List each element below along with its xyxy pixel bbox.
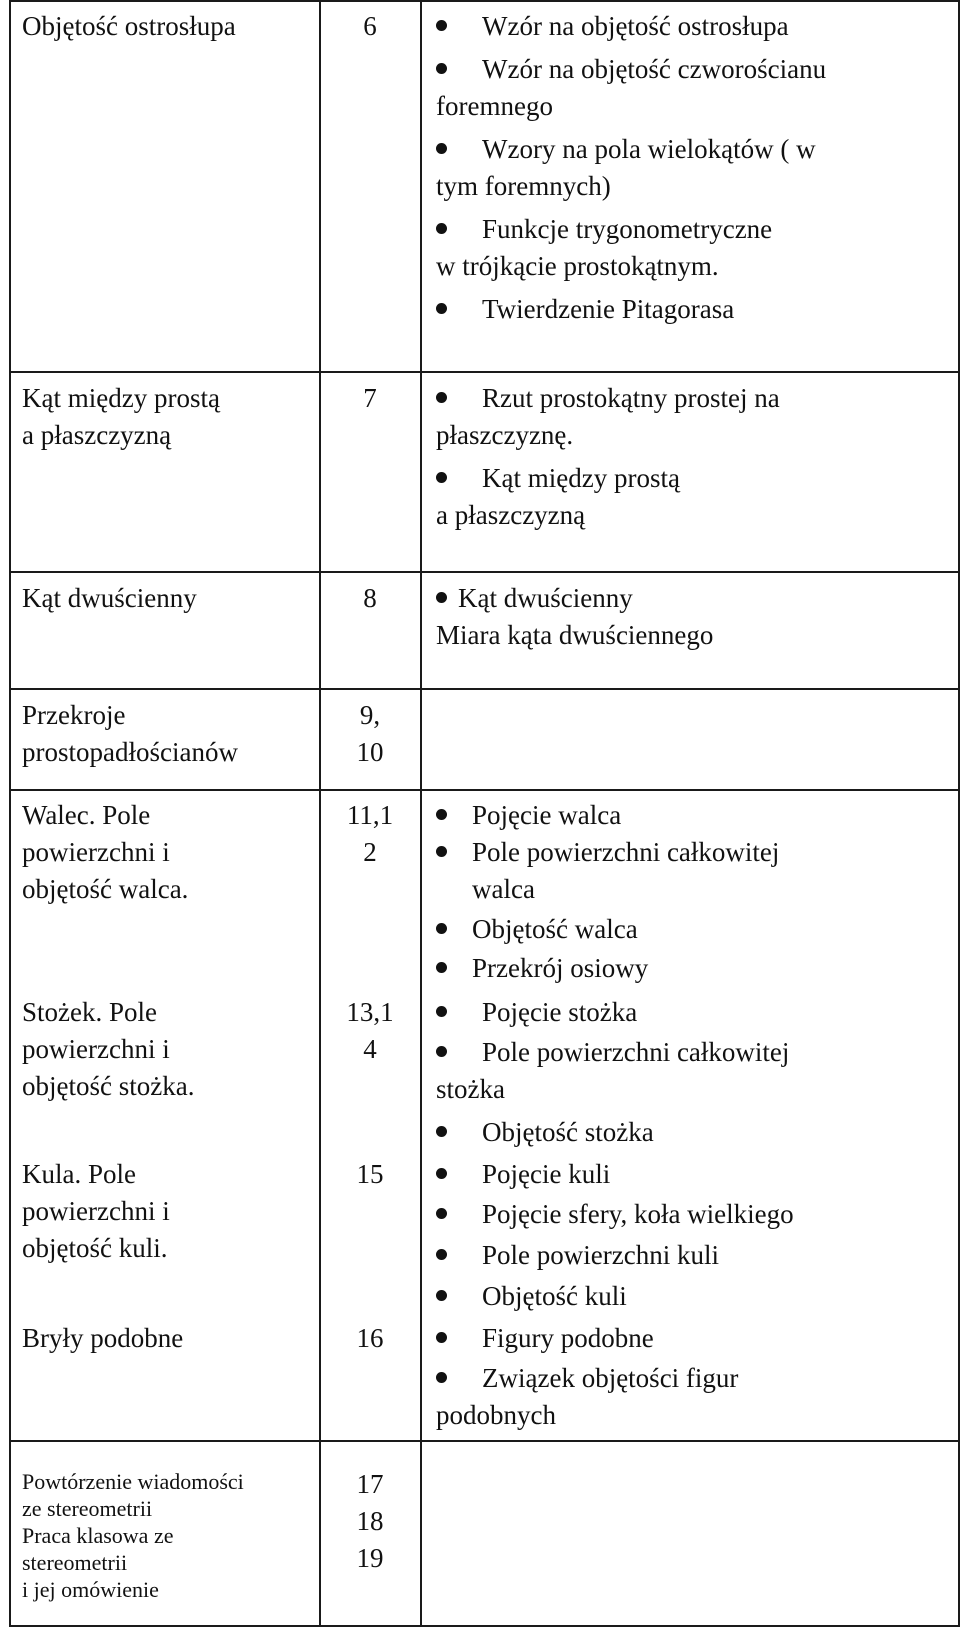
list-item-continuation: płaszczyznę. bbox=[436, 420, 574, 450]
lesson-number: 9, bbox=[359, 700, 381, 730]
bullet-icon bbox=[436, 846, 447, 857]
bullet-icon bbox=[436, 63, 447, 74]
bullet-icon bbox=[436, 303, 447, 314]
bullet-icon bbox=[436, 143, 447, 154]
topic-cell: objętość walca. bbox=[22, 874, 189, 904]
list-item-continuation: walca bbox=[472, 874, 535, 904]
topic-cell: Praca klasowa ze bbox=[22, 1523, 174, 1548]
row-divider bbox=[9, 789, 960, 791]
topic-cell: ze stereometrii bbox=[22, 1496, 153, 1521]
bullet-icon bbox=[436, 392, 447, 403]
table-border-left bbox=[9, 0, 11, 1627]
list-item-continuation: podobnych bbox=[436, 1400, 556, 1430]
list-item-continuation: a płaszczyzną bbox=[436, 500, 586, 530]
bullet-icon bbox=[436, 1372, 447, 1383]
bullet-icon bbox=[436, 20, 447, 31]
lesson-number: 18 bbox=[356, 1506, 384, 1536]
bullet-icon bbox=[436, 1332, 447, 1343]
bullet-icon bbox=[436, 472, 447, 483]
row-divider bbox=[9, 688, 960, 690]
row-divider bbox=[9, 371, 960, 373]
bullet-icon bbox=[436, 1290, 447, 1301]
topic-cell: objętość stożka. bbox=[22, 1071, 195, 1101]
row-divider bbox=[9, 1440, 960, 1442]
list-item-continuation: tym foremnych) bbox=[436, 171, 611, 201]
bullet-icon bbox=[436, 1126, 447, 1137]
lesson-number: 13,1 bbox=[346, 997, 394, 1027]
lesson-number: 10 bbox=[356, 737, 384, 767]
row-divider bbox=[9, 571, 960, 573]
bullet-icon bbox=[436, 1168, 447, 1179]
topic-cell: objętość kuli. bbox=[22, 1233, 168, 1263]
bullet-icon bbox=[436, 1208, 447, 1219]
topic-cell: Powtórzenie wiadomości bbox=[22, 1469, 244, 1494]
topic-cell: Kula. Pole bbox=[22, 1159, 136, 1189]
lesson-number: 19 bbox=[356, 1543, 384, 1573]
table-border-top bbox=[9, 0, 960, 2]
lesson-number: 17 bbox=[356, 1469, 384, 1499]
topic-cell: Walec. Pole bbox=[22, 800, 151, 830]
lesson-number: 16 bbox=[356, 1323, 384, 1353]
topic-cell: Bryły podobne bbox=[22, 1323, 184, 1353]
lesson-number: 15 bbox=[356, 1159, 384, 1189]
table-border-bottom bbox=[9, 1625, 960, 1627]
topic-cell: Przekroje bbox=[22, 700, 126, 730]
topic-cell: Objętość ostrosłupa bbox=[22, 11, 236, 41]
curriculum-table: Objętość ostrosłupa 6 Wzór na objętość ostrosłupa Wzór na objętość czworościanu foremnego Wzory na pola wielokątów ( w tym foremnych) Funkcje trygonometryczne w trójkącie prostokątnym. Twierdzenie Pitagorasa Kąt między prostą a płaszczyzną 7 Rzut prostokątny prostej na płaszczyznę. Kąt między prostą a płaszczyzną Kąt dwuścienny 8 Kąt dwuścienny Miara kąta dwuściennego Przekroje prostopadłościanów 9, 10 Walec. Pole powierzchni i objętość walca. 11,1 2 Pojęcie walca Pole powierzchni całkowitej walca Objętość walca Przekrój osiowy Stożek. Pole powierzchni i objętość stożka. 13,1 4 Pojęcie stożka Pole powierzchni całkowitej stożka Objętość stożka Kula. Pole powierzchni i objętość kuli. 15 Pojęcie kuli Pojęcie sfery, koła wielkiego Pole powierzchni kuli Objętość kuli Bryły podobne 16 Figury podobne Związek objętości figur podobnych Powtórzenie wiadomości ze stereometrii Praca klasowa ze stereometrii i jej omówienie 17 18 19 bbox=[0, 0, 960, 1634]
topic-cell: i jej omówienie bbox=[22, 1577, 159, 1602]
topic-cell: Kąt dwuścienny bbox=[22, 583, 197, 613]
topic-cell: a płaszczyzną bbox=[22, 420, 172, 450]
bullet-icon bbox=[436, 1249, 447, 1260]
lesson-number: 8 bbox=[363, 583, 377, 613]
bullet-icon bbox=[436, 923, 447, 934]
bullet-icon bbox=[436, 223, 447, 234]
column-divider bbox=[420, 0, 422, 1627]
list-item-continuation: w trójkącie prostokątnym. bbox=[436, 251, 719, 281]
lesson-number: 11,1 bbox=[346, 800, 394, 830]
topic-cell: stereometrii bbox=[22, 1550, 128, 1575]
bullet-icon bbox=[436, 809, 447, 820]
lesson-number: 2 bbox=[363, 837, 377, 867]
lesson-number: 6 bbox=[363, 11, 377, 41]
bullet-icon bbox=[436, 1006, 447, 1017]
list-item-continuation: stożka bbox=[436, 1074, 505, 1104]
lesson-number: 4 bbox=[363, 1034, 377, 1064]
list-item-continuation: foremnego bbox=[436, 91, 553, 121]
bullet-icon bbox=[436, 1046, 447, 1057]
bullet-icon bbox=[436, 592, 447, 603]
topic-cell: Kąt między prostą bbox=[22, 383, 220, 413]
lesson-number: 7 bbox=[363, 383, 377, 413]
topic-cell: Stożek. Pole bbox=[22, 997, 157, 1027]
topic-cell: powierzchni i bbox=[22, 1034, 170, 1064]
topic-cell: powierzchni i bbox=[22, 837, 170, 867]
column-divider bbox=[319, 0, 321, 1627]
topic-cell: powierzchni i bbox=[22, 1196, 170, 1226]
bullet-icon bbox=[436, 962, 447, 973]
list-item-continuation: Miara kąta dwuściennego bbox=[436, 620, 714, 650]
topic-cell: prostopadłościanów bbox=[22, 737, 238, 767]
